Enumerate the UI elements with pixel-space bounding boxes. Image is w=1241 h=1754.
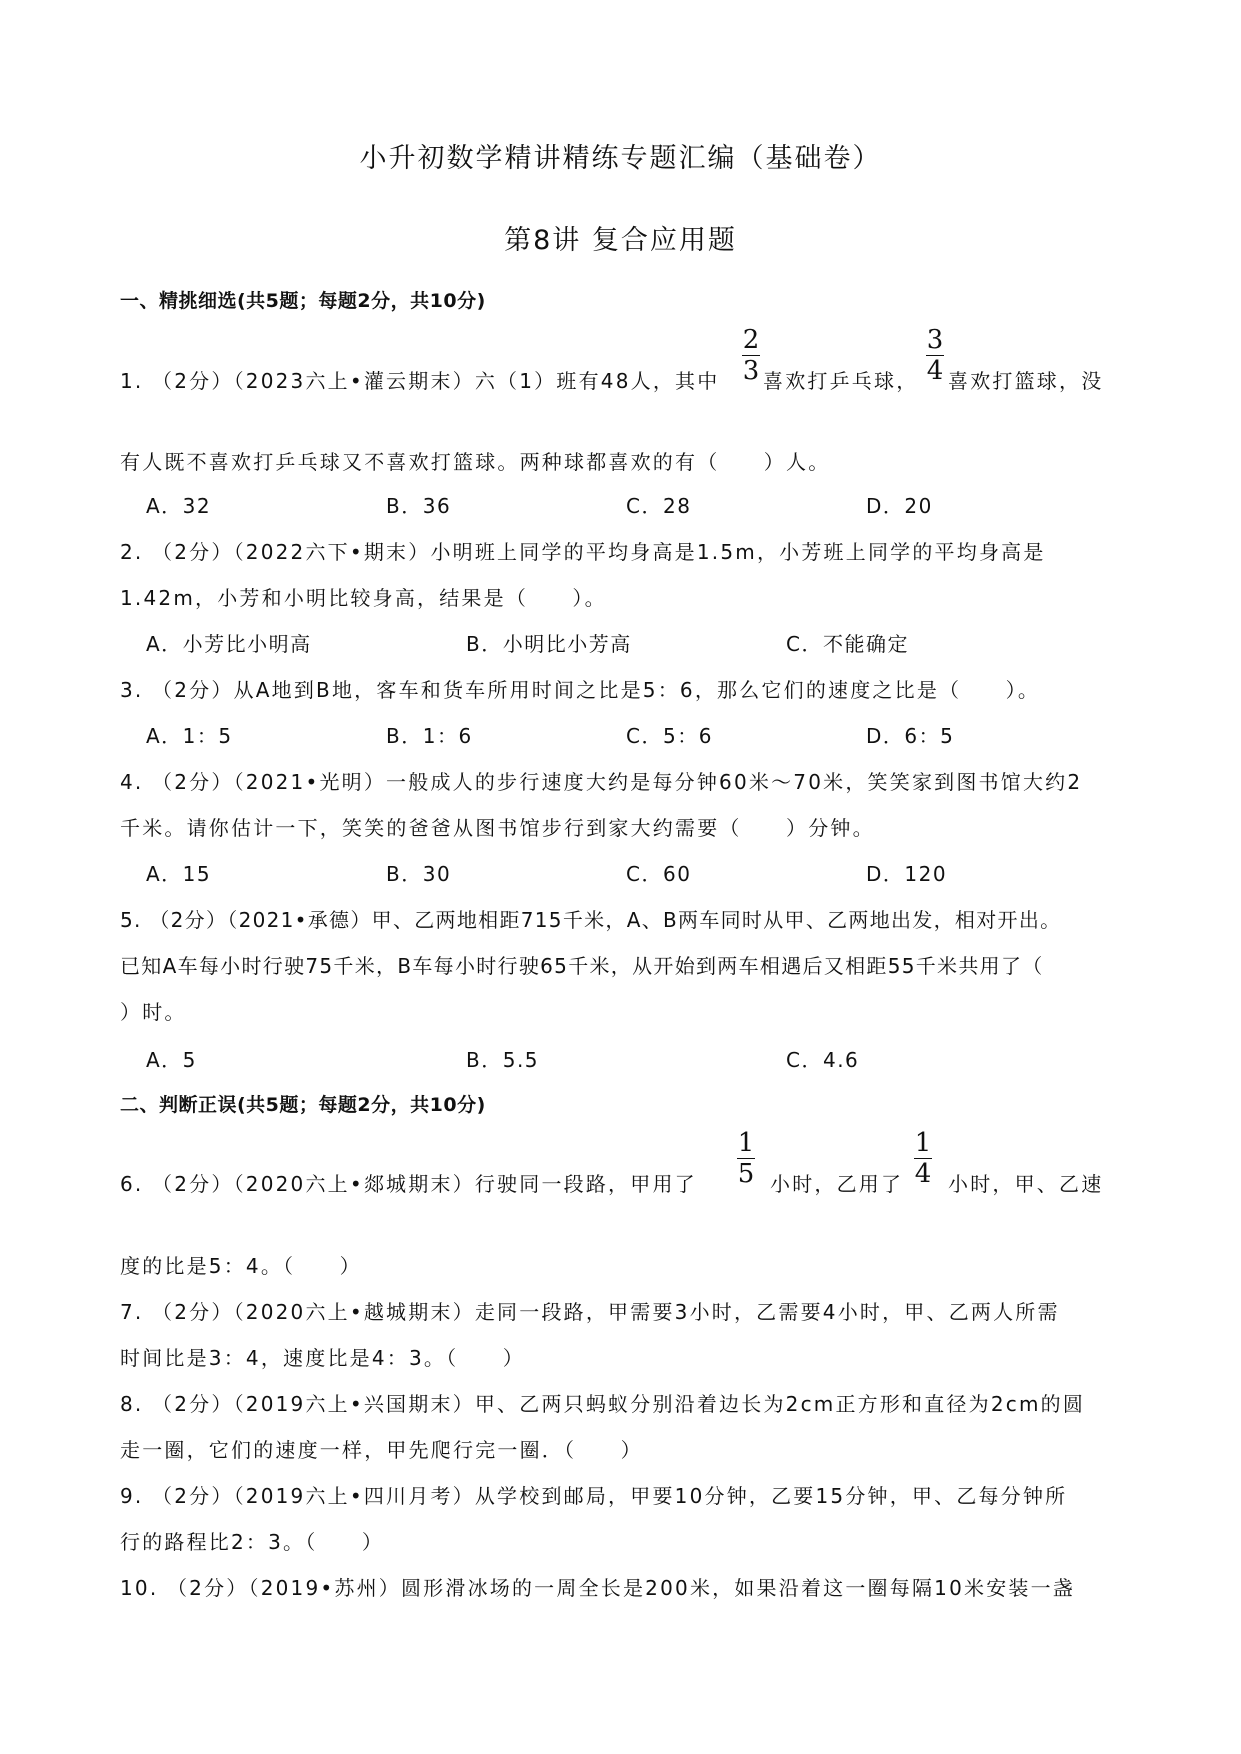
question-6-part-d: 度的比是5：4。（ ） [120, 1254, 362, 1278]
q3-option-c: C．5：6 [626, 724, 713, 748]
fraction-denominator: 4 [926, 356, 944, 386]
fraction-three-quarters [924, 325, 946, 386]
q2-option-a: A．小芳比小明高 [146, 632, 312, 656]
fraction-numerator: 1 [737, 1128, 755, 1158]
question-1-part-a: 1. （2分）（2023六上•灌云期末）六（1）班有48人，其中 [120, 369, 720, 393]
q3-option-a: A．1：5 [146, 724, 233, 748]
question-9-part-b: 行的路程比2：3。（ ） [120, 1530, 385, 1554]
fraction-numerator: 3 [926, 325, 944, 355]
question-6-part-b: 小时，乙用了 [770, 1172, 904, 1196]
q2-option-b: B．小明比小芳高 [466, 632, 632, 656]
question-5-part-b: 已知A车每小时行驶75千米，B车每小时行驶65千米，从开始到两车相遇后又相距55千米共用了（ [120, 954, 1044, 978]
question-2-part-a: 2. （2分）（2022六下•期末）小明班上同学的平均身高是1.5m，小芳班上同学的平均身高是 [120, 540, 1046, 564]
q3-option-d: D．6：5 [866, 724, 955, 748]
q1-option-c: C．28 [626, 494, 692, 518]
q1-option-b: B．36 [386, 494, 452, 518]
question-7-part-b: 时间比是3：4，速度比是4：3。（ ） [120, 1346, 525, 1370]
question-5-part-c: ）时。 [120, 1000, 187, 1024]
question-6-part-a: 6. （2分）（2020六上•郯城期末）行驶同一段路，甲用了 [120, 1172, 697, 1196]
lesson-title: 第8讲 复合应用题 [504, 225, 737, 256]
question-9-part-a: 9. （2分）（2019六上•四川月考）从学校到邮局，甲要10分钟，乙要15分钟，甲、乙每分钟所 [120, 1484, 1068, 1508]
question-1-part-b: 喜欢打乒乓球， [763, 369, 919, 393]
fraction-denominator: 5 [737, 1159, 755, 1189]
fraction-two-thirds [740, 325, 762, 386]
question-2-part-b: 1.42m，小芳和小明比较身高，结果是（ ）。 [120, 586, 607, 610]
q3-option-b: B．1：6 [386, 724, 473, 748]
question-8-part-b: 走一圈，它们的速度一样，甲先爬行完一圈．（ ） [120, 1438, 643, 1462]
question-10-part-a: 10. （2分）（2019•苏州）圆形滑冰场的一周全长是200米，如果沿着这一圈每隔10米安装一盏 [120, 1576, 1076, 1600]
q4-option-a: A．15 [146, 862, 212, 886]
question-5-part-a: 5. （2分）（2021•承德）甲、乙两地相距715千米，A、B两车同时从甲、乙两地出发，相对开出。 [120, 908, 1062, 932]
fraction-one-quarter [912, 1128, 934, 1189]
q1-option-d: D．20 [866, 494, 933, 518]
question-4-part-b: 千米。请你估计一下，笑笑的爸爸从图书馆步行到家大约需要（ ）分钟。 [120, 816, 875, 840]
question-4-part-a: 4. （2分）（2021•光明）一般成人的步行速度大约是每分钟60米～70米，笑笑家到图书馆大约2 [120, 770, 1083, 794]
q5-option-a: A．5 [146, 1048, 197, 1072]
question-6-part-c: 小时，甲、乙速 [948, 1172, 1104, 1196]
fraction-numerator: 2 [742, 325, 760, 355]
q2-option-c: C．不能确定 [786, 632, 909, 656]
q1-option-a: A．32 [146, 494, 212, 518]
fraction-one-fifth [735, 1128, 757, 1189]
q5-option-c: C．4.6 [786, 1048, 860, 1072]
question-3-text: 3. （2分）从A地到B地，客车和货车所用时间之比是5：6，那么它们的速度之比是（ ）。 [120, 678, 1041, 702]
question-7-part-a: 7. （2分）（2020六上•越城期末）走同一段路，甲需要3小时，乙需要4小时，甲、乙两人所需 [120, 1300, 1060, 1324]
q4-option-d: D．120 [866, 862, 948, 886]
document-title: 小升初数学精讲精练专题汇编（基础卷） [359, 143, 882, 174]
section-heading-true-false: 二、判断正误(共5题；每题2分，共10分) [120, 1094, 486, 1116]
fraction-numerator: 1 [914, 1128, 932, 1158]
section-heading-choice: 一、精挑细选(共5题；每题2分，共10分) [120, 290, 486, 312]
fraction-denominator: 3 [742, 356, 760, 386]
q4-option-b: B．30 [386, 862, 452, 886]
question-1-part-d: 有人既不喜欢打乒乓球又不喜欢打篮球。两种球都喜欢的有（ ）人。 [120, 450, 831, 474]
fraction-denominator: 4 [914, 1159, 932, 1189]
q5-option-b: B．5.5 [466, 1048, 540, 1072]
question-1-part-c: 喜欢打篮球，没 [948, 369, 1104, 393]
q4-option-c: C．60 [626, 862, 692, 886]
question-8-part-a: 8. （2分）（2019六上•兴国期末）甲、乙两只蚂蚁分别沿着边长为2cm正方形和直径为2cm的圆 [120, 1392, 1086, 1416]
